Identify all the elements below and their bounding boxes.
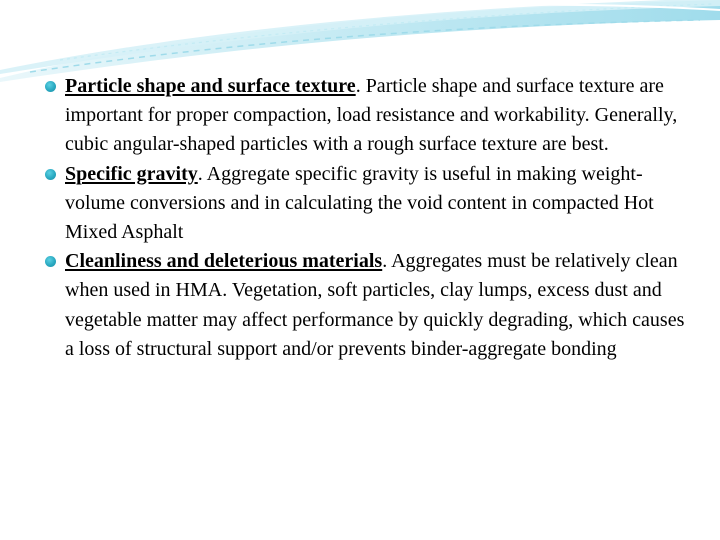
bullet-dot-icon xyxy=(45,81,56,92)
bullet-dot-icon xyxy=(45,169,56,180)
bullet-heading: Cleanliness and deleterious materials xyxy=(65,250,383,273)
bullet-item-cleanliness xyxy=(42,247,690,364)
bullet-heading: Specific gravity xyxy=(65,162,198,185)
bullet-heading: Particle shape and surface texture xyxy=(65,75,356,97)
swoosh-band xyxy=(0,0,720,82)
bullet-list xyxy=(42,72,690,364)
bullet-item-particle-shape xyxy=(42,72,690,160)
bullet-item-specific-gravity xyxy=(42,160,690,248)
bullet-dot-icon xyxy=(45,256,56,267)
bullet-body: . Particle shape and surface texture are important for proper compaction, load resistance and workability. Generally, cubic angular-shaped particles with a rough surface texture are best. xyxy=(65,75,678,156)
bullet-body: . Aggregates must be relatively clean when used in HMA. Vegetation, soft particles, clay lumps, excess dust and vegetable matter may affect performance by quickly degrading, which causes a loss of structural support and/or prevents binder-aggregate bonding xyxy=(65,250,685,360)
bullet-body: . Aggregate specific gravity is useful in making weight-volume conversions and in calculating the void content in compacted Hot Mixed Asphalt xyxy=(65,162,654,244)
